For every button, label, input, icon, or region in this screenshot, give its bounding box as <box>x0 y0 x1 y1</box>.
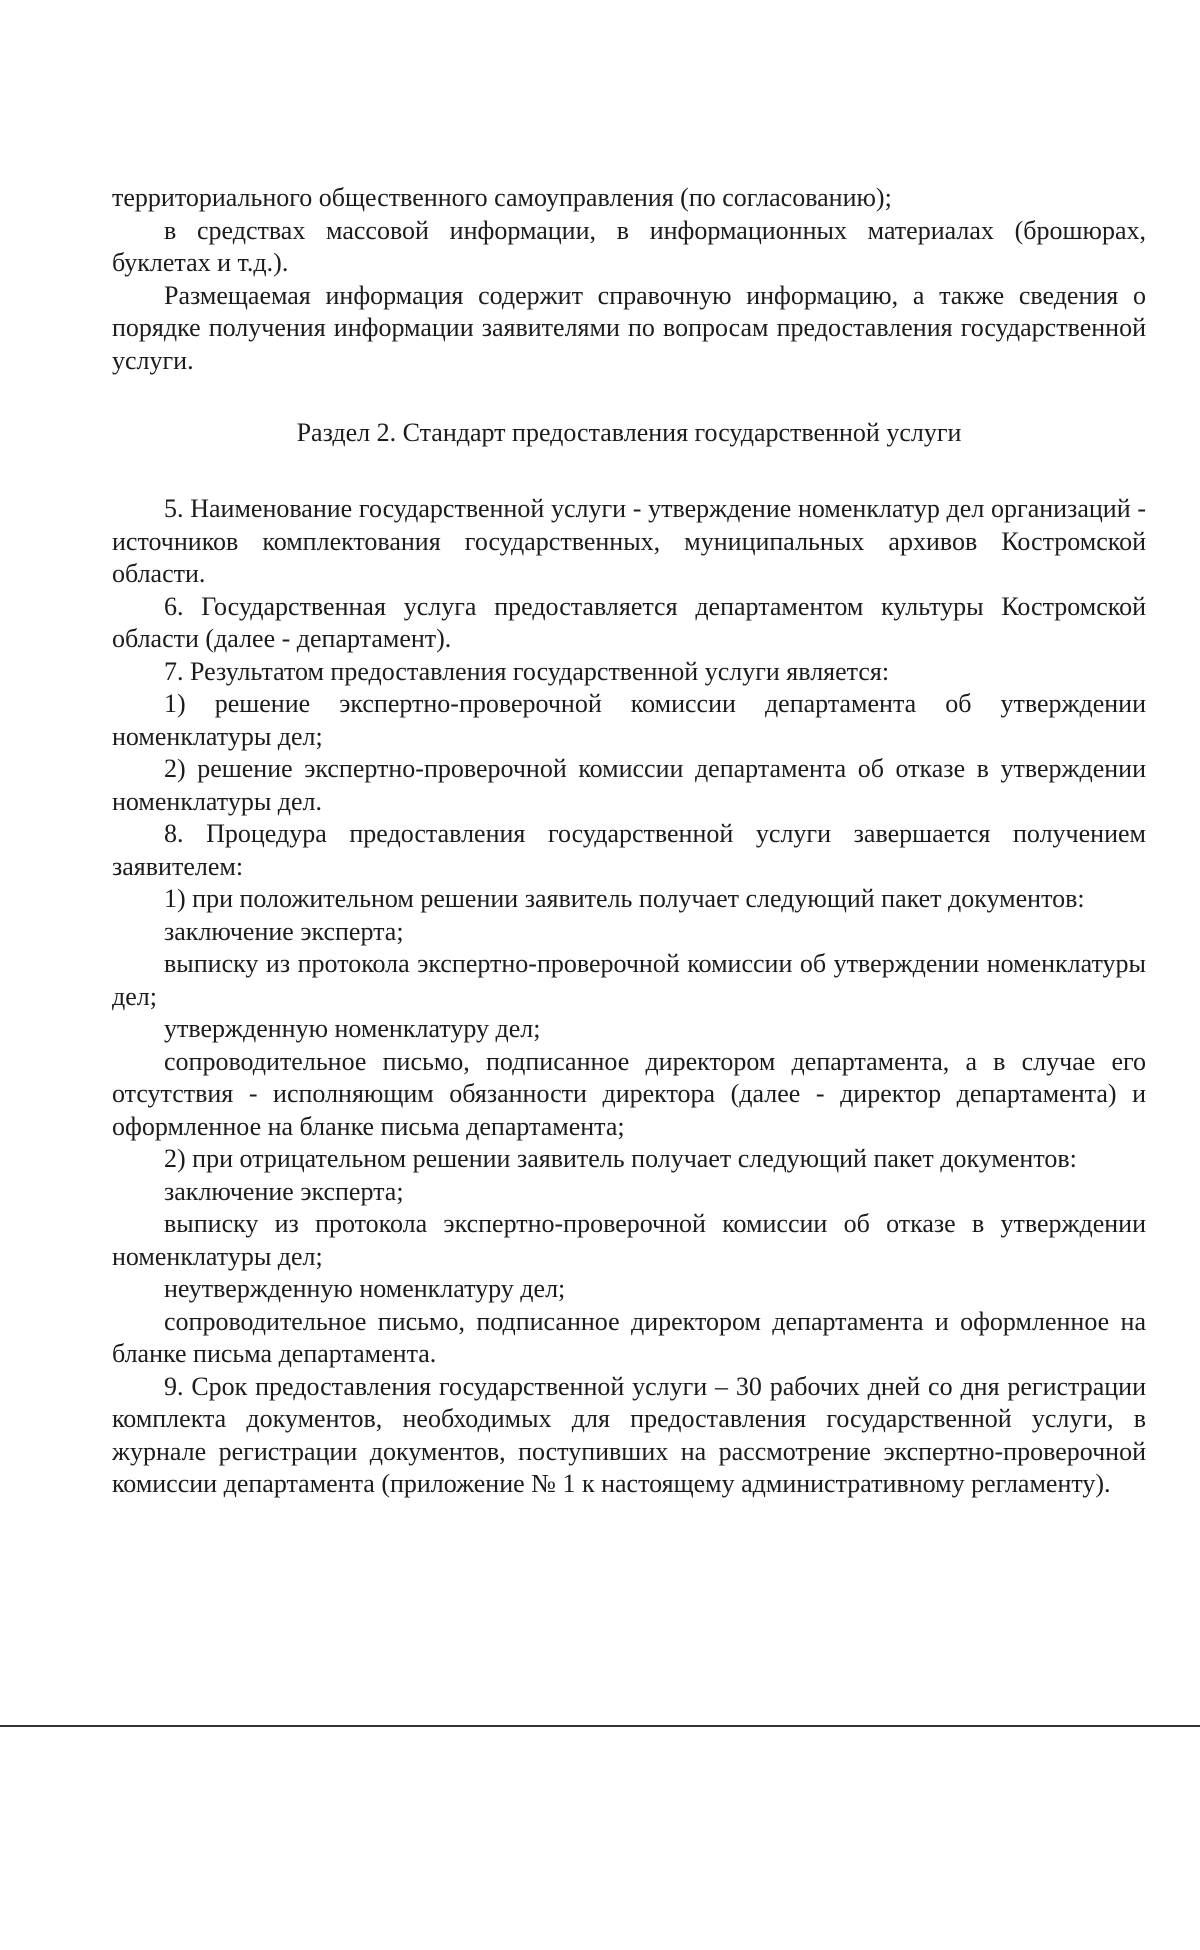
paragraph-item-8-2: 2) при отрицательном решении заявитель получает следующий пакет документов: <box>164 1144 1077 1173</box>
paragraph-8-1-d: сопроводительное письмо, подписанное директором департамента, а в случае его отсутствия - исполняющим обязанности директора (далее - директор департамента) и оформленное на бланке письма департамента; <box>112 1046 1146 1141</box>
paragraph-8-1-a: заключение эксперта; <box>164 916 404 946</box>
document-page <box>112 182 1146 1501</box>
paragraph-top-2: в средствах массовой информации, в информационных материалах (брошюрах, буклетах и т.д.). <box>112 215 1146 277</box>
page-bottom-rule <box>0 1725 1200 1727</box>
paragraph-8-1-c: утвержденную номенклатуру дел; <box>164 1014 541 1043</box>
paragraph-item-8: 8. Процедура предоставления государственной услуги завершается получением заявителем: <box>112 819 1146 881</box>
paragraph-item-9: 9. Срок предоставления государственной услуги – 30 рабочих дней со дня регистрации комплекта документов, необходимых для предоставления государственной услуги, в журнале регистрации документов, поступивших на рассмотрение экспертно-проверочной комиссии департамента (приложение № 1 к настоящему административному регламенту). <box>112 1371 1146 1498</box>
paragraph-8-2-d: сопроводительное письмо, подписанное директором департамента и оформленное на бланке письма департамента. <box>112 1306 1146 1368</box>
paragraph-item-8-1: 1) при положительном решении заявитель получает следующий пакет документов: <box>164 884 1085 913</box>
paragraph-item-7-2: 2) решение экспертно-проверочной комиссии департамента об отказе в утверждении номенклатуры дел. <box>112 754 1146 816</box>
paragraph-8-2-b: выписку из протокола экспертно-проверочной комиссии об отказе в утверждении номенклатуры дел; <box>112 1209 1146 1271</box>
paragraph-item-6: 6. Государственная услуга предоставляется департаментом культуры Костромской области (далее - департамент). <box>112 591 1146 653</box>
paragraph-item-5: 5. Наименование государственной услуги - утверждение номенклатур дел организаций - источников комплектования государственных, муниципальных архивов Костромской области. <box>112 494 1146 588</box>
paragraph-top-3: Размещаемая информация содержит справочную информацию, а также сведения о порядке получения информации заявителями по вопросам предоставления государственной услуги. <box>112 280 1146 375</box>
paragraph-item-7-1: 1) решение экспертно-проверочной комиссии департамента об утверждении номенклатуры дел; <box>112 689 1146 751</box>
section-heading: Раздел 2. Стандарт предоставления государственной услуги <box>296 418 962 447</box>
paragraph-top-1: территориального общественного самоуправления (по согласованию); <box>112 183 892 212</box>
paragraph-8-1-b: выписку из протокола экспертно-проверочной комиссии об утверждении номенклатуры дел; <box>112 949 1146 1011</box>
paragraph-8-2-c: неутвержденную номенклатуру дел; <box>164 1274 566 1303</box>
paragraph-8-2-a: заключение эксперта; <box>164 1176 404 1206</box>
paragraph-item-7: 7. Результатом предоставления государственной услуги является: <box>164 656 890 686</box>
